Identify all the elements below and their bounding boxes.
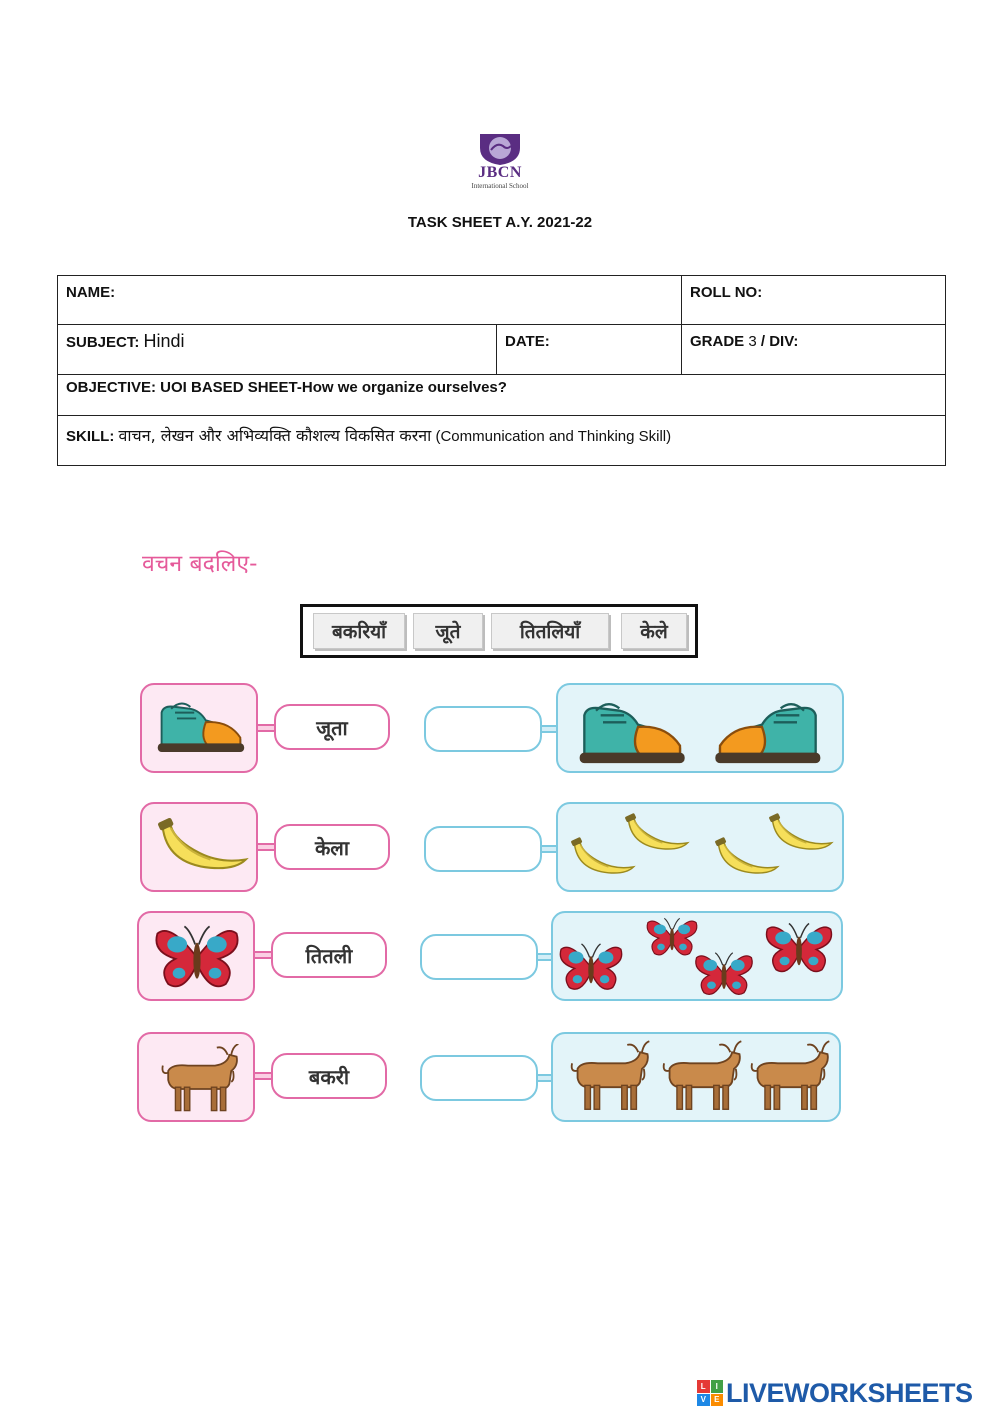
liveworksheets-brand [697, 1378, 973, 1408]
answer-box[interactable] [420, 1055, 538, 1101]
word-bank-item[interactable]: बकरियाँ [313, 613, 405, 649]
logo-title: JBCN [478, 164, 522, 181]
butterfly-icon [557, 937, 625, 997]
goat-icon [653, 1040, 745, 1116]
roll-number-field[interactable] [690, 284, 762, 301]
skill-label: SKILL: [66, 428, 115, 445]
goat-icon [741, 1040, 833, 1116]
singular-picture-goat [137, 1032, 255, 1122]
sheet-title: TASK SHEET A.Y. 2021-22 [407, 214, 593, 231]
subject-value: Hindi [143, 331, 185, 351]
banana-icon [618, 810, 692, 858]
answer-box[interactable] [420, 934, 538, 980]
butterfly-icon [763, 917, 835, 979]
singular-word: बकरी [271, 1053, 387, 1099]
name-field[interactable] [66, 284, 115, 301]
date-label: DATE: [505, 333, 550, 350]
date-field[interactable] [505, 333, 550, 350]
subject-label: SUBJECT: [66, 334, 140, 351]
student-info-table [57, 275, 946, 466]
roll-label: ROLL NO: [690, 284, 763, 301]
shield-icon [477, 132, 523, 166]
objective: OBJECTIVE: UOI BASED SHEET-How we organize ourselves? [66, 379, 507, 396]
school-logo [448, 130, 552, 192]
plural-picture-goats [551, 1032, 841, 1122]
subject-field [66, 331, 185, 352]
exercise-title: वचन बदलिए- [142, 551, 258, 577]
skill-english: (Communication and Thinking Skill) [435, 428, 672, 445]
answer-box[interactable] [424, 826, 542, 872]
butterfly-icon [151, 921, 243, 993]
shoe-icon [704, 699, 834, 769]
banana-icon [762, 810, 836, 858]
banana-icon [148, 814, 252, 880]
goat-icon [561, 1040, 653, 1116]
word-bank-item[interactable]: केले [621, 613, 687, 649]
butterfly-icon [689, 949, 759, 999]
word-bank-item[interactable]: जूते [413, 613, 483, 649]
singular-picture-banana [140, 802, 258, 892]
grade-div-field[interactable] [690, 333, 798, 350]
singular-picture-butterfly [137, 911, 255, 1001]
singular-word: जूता [274, 704, 390, 750]
grade-value: 3 [748, 333, 757, 350]
goat-icon [147, 1044, 247, 1116]
singular-word: तितली [271, 932, 387, 978]
grade-label: GRADE [690, 333, 745, 350]
shoe-icon [152, 699, 248, 757]
brand-text: LIVEWORKSHEETS [726, 1377, 973, 1408]
word-bank [300, 604, 698, 658]
div-label: / DIV: [760, 333, 799, 350]
brand-badge-icon: L I V E [697, 1380, 723, 1406]
plural-picture-bananas [556, 802, 844, 892]
skill-row [66, 424, 671, 446]
word-bank-item[interactable]: तितलियाँ [491, 613, 609, 649]
plural-picture-shoes [556, 683, 844, 773]
skill-hindi: वाचन, लेखन और अभिव्यक्ति कौशल्य विकसित करना [118, 426, 432, 445]
name-label: NAME: [66, 284, 116, 301]
shoe-icon [566, 699, 696, 769]
logo-subtitle: International School [471, 182, 529, 190]
plural-picture-butterflies [551, 911, 843, 1001]
singular-word: केला [274, 824, 390, 870]
singular-picture-shoe [140, 683, 258, 773]
answer-box[interactable] [424, 706, 542, 752]
